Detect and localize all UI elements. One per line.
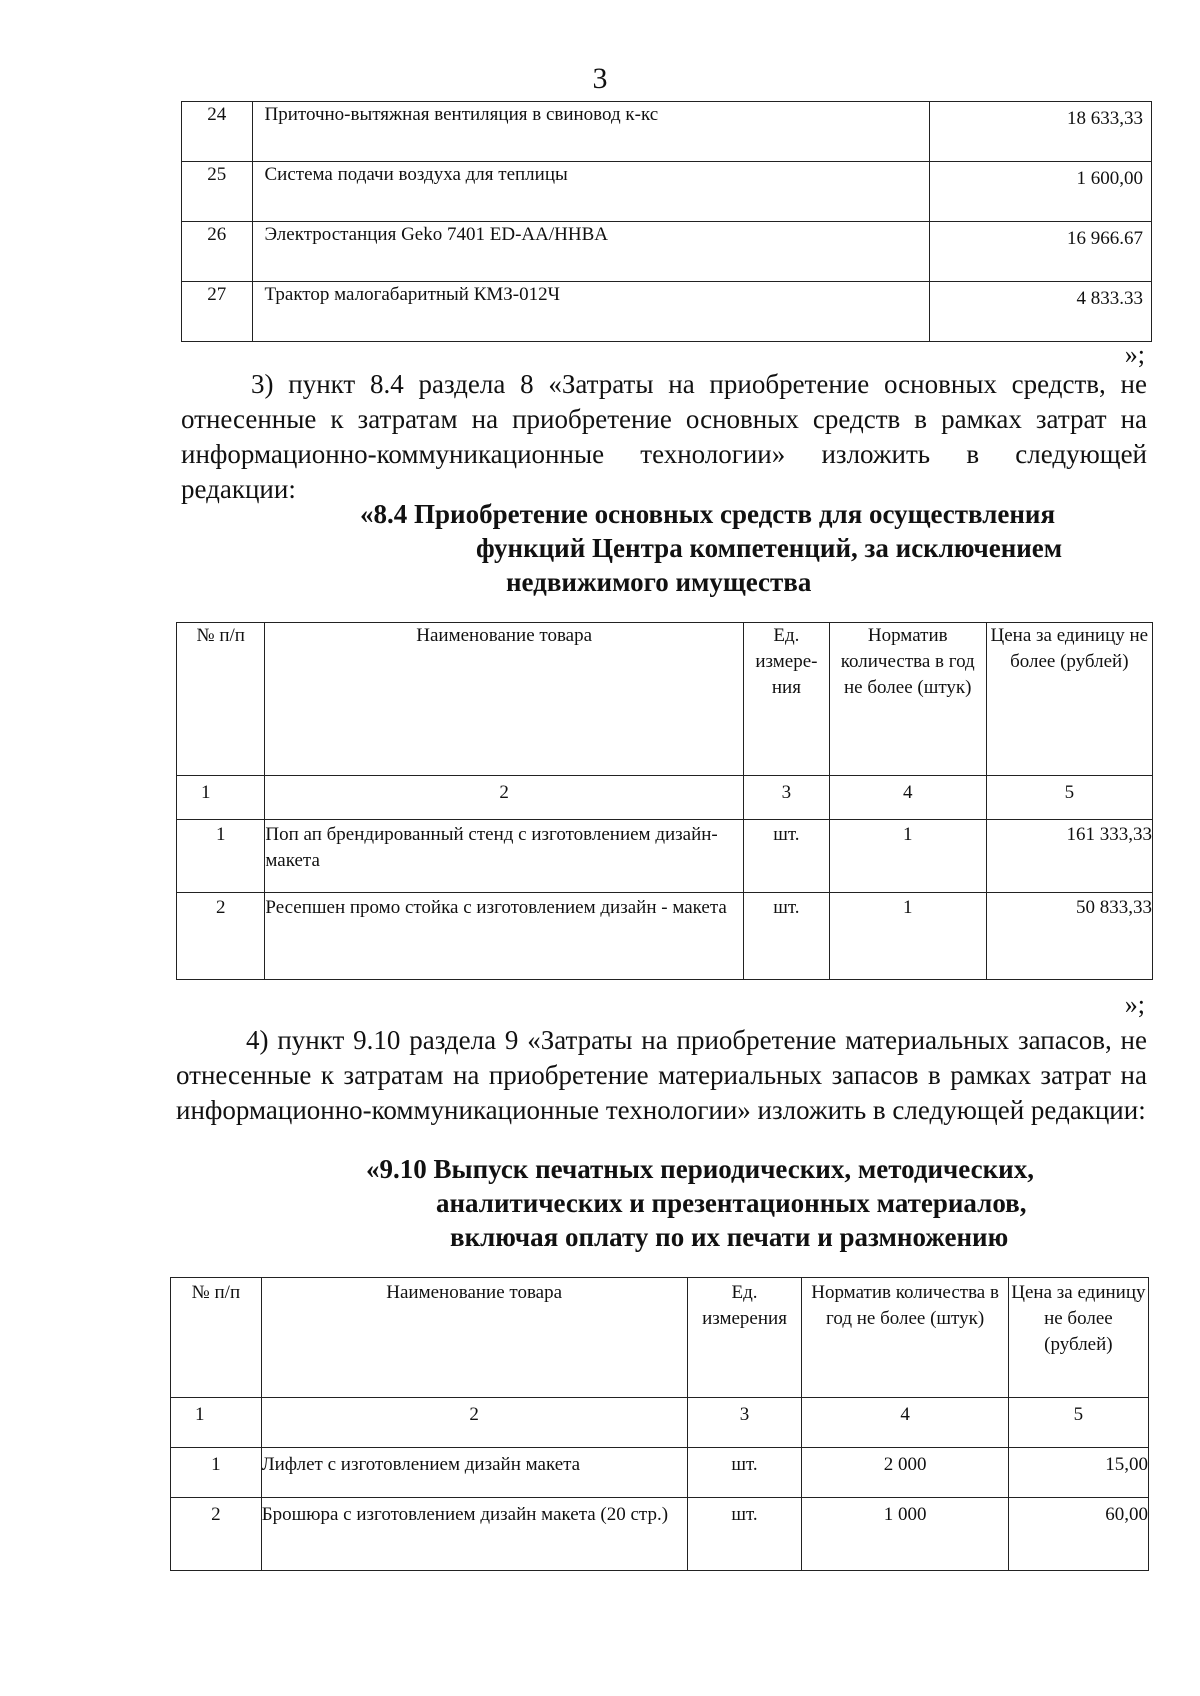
item-name: Брошюра с изготовлением дизайн макета (20 стр.) xyxy=(261,1498,687,1571)
closing-quote-2: »; xyxy=(1124,990,1145,1019)
header-number: № п/п xyxy=(177,623,265,776)
item-name: Лифлет с изготовлением дизайн макета xyxy=(261,1448,687,1498)
table-row xyxy=(171,1448,1149,1498)
header-name: Наименование товара xyxy=(265,623,744,776)
table-column-numbers-row xyxy=(171,1398,1149,1448)
header-norm: Норматив количества в год не более (штук) xyxy=(829,623,986,776)
col-number: 2 xyxy=(265,776,744,820)
item-unit: шт. xyxy=(687,1448,802,1498)
table-row xyxy=(177,820,1153,893)
item-qty: 2 000 xyxy=(802,1448,1008,1498)
table-row xyxy=(177,893,1153,980)
item-price: 4 833.33 xyxy=(929,282,1151,342)
item-unit: шт. xyxy=(743,893,829,980)
table-row xyxy=(182,102,1152,162)
item-name: Ресепшен промо стойка с изготовлением дизайн - макета xyxy=(265,893,744,980)
item-price: 60,00 xyxy=(1008,1498,1148,1571)
item-unit: шт. xyxy=(687,1498,802,1571)
item-price: 18 633,33 xyxy=(929,102,1151,162)
item-name: Электростанция Geko 7401 ED-AA/HHBA xyxy=(252,222,929,282)
col-number: 1 xyxy=(171,1398,262,1448)
table-column-numbers-row xyxy=(177,776,1153,820)
item-unit: шт. xyxy=(743,820,829,893)
closing-quote-1: »; xyxy=(1124,340,1145,369)
row-number: 27 xyxy=(182,282,253,342)
col-number: 3 xyxy=(687,1398,802,1448)
fixed-assets-table xyxy=(176,622,1153,980)
row-number: 1 xyxy=(177,820,265,893)
row-number: 2 xyxy=(177,893,265,980)
header-norm: Норматив количества в год не более (штук) xyxy=(802,1278,1008,1398)
item-qty: 1 000 xyxy=(802,1498,1008,1571)
row-number: 25 xyxy=(182,162,253,222)
heading-line: включая оплату по их печати и размножению xyxy=(450,1222,1009,1252)
col-number: 3 xyxy=(743,776,829,820)
item-price: 1 600,00 xyxy=(929,162,1151,222)
heading-line: недвижимого имущества xyxy=(506,567,812,597)
header-price: Цена за единицу не более (рублей) xyxy=(1008,1278,1148,1398)
paragraph-4 xyxy=(176,1023,1147,1128)
col-number: 4 xyxy=(802,1398,1008,1448)
paragraph-4-text: 4) пункт 9.10 раздела 9 «Затраты на приобретение материальных запасов, не отнесенные к затратам на приобретение материальных запасов в рамках затрат на информационно-коммуникационные технологии» изложить в следующей редакции: xyxy=(176,1025,1147,1125)
header-price: Цена за единицу не более (рублей) xyxy=(986,623,1152,776)
table-row xyxy=(182,162,1152,222)
item-price: 15,00 xyxy=(1008,1448,1148,1498)
item-price: 16 966.67 xyxy=(929,222,1151,282)
header-unit: Ед. измерения xyxy=(687,1278,802,1398)
item-price: 50 833,33 xyxy=(986,893,1152,980)
page-number: 3 xyxy=(592,62,608,95)
table-row xyxy=(171,1498,1149,1571)
col-number: 5 xyxy=(1008,1398,1148,1448)
item-qty: 1 xyxy=(829,893,986,980)
paragraph-3-text: 3) пункт 8.4 раздела 8 «Затраты на приобретение основных средств, не отнесенные к затратам на приобретение основных средств в рамках затрат на информационно-коммуникационные технологии» изложить в следующей редакции: xyxy=(181,369,1147,504)
item-name: Трактор малогабаритный КМЗ-012Ч xyxy=(252,282,929,342)
heading-9-10 xyxy=(360,1152,1120,1254)
item-name: Поп ап брендированный стенд с изготовлением дизайн-макета xyxy=(265,820,744,893)
heading-line: аналитических и презентационных материалов, xyxy=(436,1188,1027,1218)
header-name: Наименование товара xyxy=(261,1278,687,1398)
table-row xyxy=(182,282,1152,342)
table-header-row xyxy=(171,1278,1149,1398)
heading-line: функций Центра компетенций, за исключением xyxy=(476,533,1063,563)
col-number: 1 xyxy=(177,776,265,820)
header-unit: Ед. измере-ния xyxy=(743,623,829,776)
item-qty: 1 xyxy=(829,820,986,893)
row-number: 2 xyxy=(171,1498,262,1571)
table-header-row xyxy=(177,623,1153,776)
item-price: 161 333,33 xyxy=(986,820,1152,893)
row-number: 24 xyxy=(182,102,253,162)
equipment-table-continuation xyxy=(181,101,1152,342)
col-number: 2 xyxy=(261,1398,687,1448)
table-row xyxy=(182,222,1152,282)
header-number: № п/п xyxy=(171,1278,262,1398)
heading-line: «9.10 Выпуск печатных периодических, методических, xyxy=(366,1154,1034,1184)
item-name: Система подачи воздуха для теплицы xyxy=(252,162,929,222)
heading-line: «8.4 Приобретение основных средств для осуществления xyxy=(360,499,1056,529)
item-name: Приточно-вытяжная вентиляция в свиновод к-кс xyxy=(252,102,929,162)
printed-materials-table xyxy=(170,1277,1149,1571)
paragraph-3 xyxy=(181,367,1147,507)
col-number: 5 xyxy=(986,776,1152,820)
row-number: 26 xyxy=(182,222,253,282)
col-number: 4 xyxy=(829,776,986,820)
heading-8-4 xyxy=(340,497,1130,599)
row-number: 1 xyxy=(171,1448,262,1498)
